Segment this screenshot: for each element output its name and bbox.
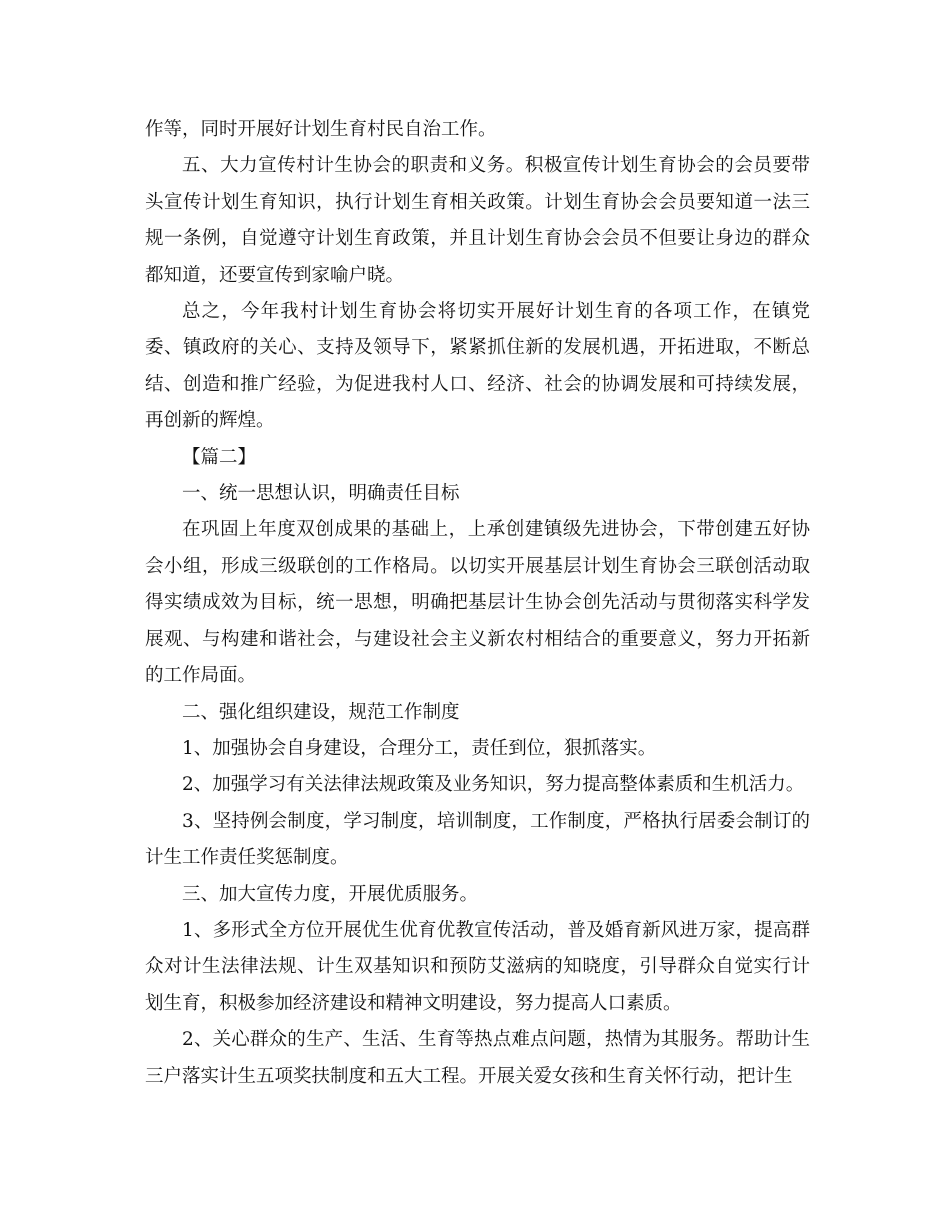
document-body bbox=[145, 112, 810, 1095]
list-item-publicity-1: 1、多形式全方位开展优生优育优教宣传活动，普及婚育新风进万家，提高群众对计生法律法规、计生双基知识和预防艾滋病的知晓度，引导群众自觉实行计划生育，积极参加经济建设和精神文明建设，努力提高人口素质。 bbox=[145, 919, 810, 1014]
heading-organization-building: 二、强化组织建设，规范工作制度 bbox=[182, 701, 460, 723]
section-heading-part-two: 【篇二】 bbox=[182, 446, 257, 468]
heading-unify-thinking: 一、统一思想认识，明确责任目标 bbox=[182, 483, 460, 505]
heading-publicity-service: 三、加大宣传力度，开展优质服务。 bbox=[182, 883, 479, 905]
list-item-2: 2、加强学习有关法律法规政策及业务知识，努力提高整体素质和生机活力。 bbox=[182, 774, 805, 796]
list-item-1: 1、加强协会自身建设，合理分工，责任到位，狠抓落实。 bbox=[182, 737, 657, 759]
paragraph-summary: 总之，今年我村计划生育协会将切实开展好计划生育的各项工作，在镇党委、镇政府的关心、支持及领导下，紧紧抓住新的发展机遇，开拓进取，不断总结、创造和推广经验，为促进我村人口、经济、社会的协调发展和可持续发展，再创新的辉煌。 bbox=[145, 301, 810, 432]
paragraph-publicity-duties: 五、大力宣传村计生协会的职责和义务。积极宣传计划生育协会的会员要带头宣传计划生育知识，执行计划生育相关政策。计划生育协会会员要知道一法三规一条例，自觉遵守计划生育政策，并且计划生育协会会员不但要让身边的群众都知道，还要宣传到家喻户晓。 bbox=[145, 155, 810, 286]
list-item-3: 3、坚持例会制度，学习制度，培训制度，工作制度，严格执行居委会制订的计生工作责任奖惩制度。 bbox=[145, 810, 810, 869]
paragraph-continuation: 作等，同时开展好计划生育村民自治工作。 bbox=[145, 119, 497, 140]
list-item-publicity-2: 2、关心群众的生产、生活、生育等热点难点问题，热情为其服务。帮助计生三户落实计生五项奖扶制度和五大工程。开展关爱女孩和生育关怀行动，把计生 bbox=[145, 1029, 810, 1087]
paragraph-three-level-creation: 在巩固上年度双创成果的基础上，上承创建镇级先进协会，下带创建五好协会小组，形成三级联创的工作格局。以切实开展基层计划生育协会三联创活动取得实绩成效为目标，统一思想，明确把基层计生协会创先活动与贯彻落实科学发展观、与构建和谐社会，与建设社会主义新农村相结合的重要意义，努力开拓新的工作局面。 bbox=[145, 519, 810, 687]
